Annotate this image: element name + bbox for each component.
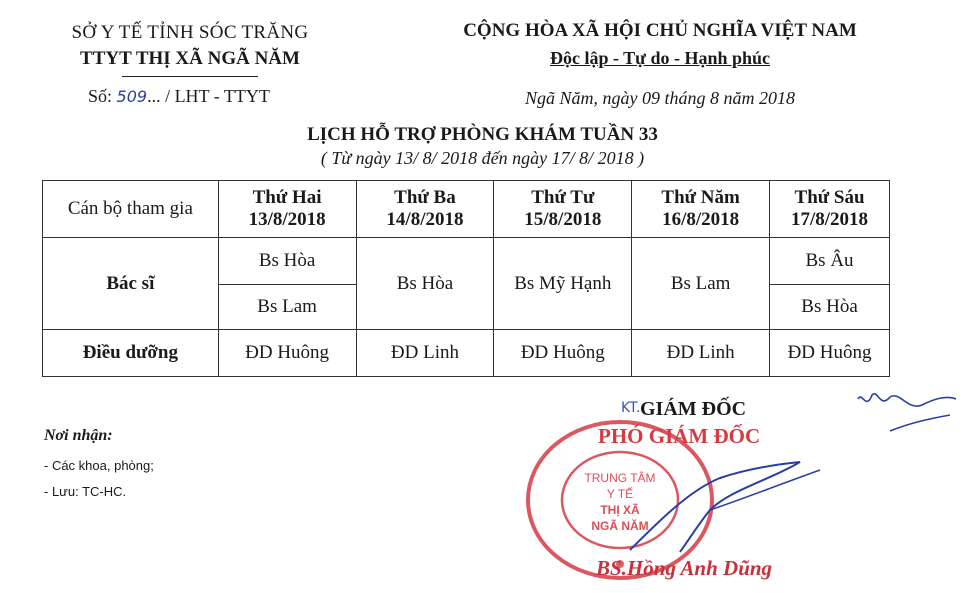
doc-number-value: 509 (116, 87, 148, 106)
signer-name: BS.Hồng Anh Dũng (596, 556, 773, 580)
table-cell: Bs Âu (770, 238, 890, 285)
table-cell: ĐD Huông (494, 330, 632, 377)
day-name: Thứ Sáu (794, 187, 865, 208)
day-date: 17/8/2018 (791, 209, 869, 230)
document-title: LỊCH HỖ TRỢ PHÒNG KHÁM TUẦN 33 (307, 124, 658, 145)
table-cell: Bs Lam (218, 285, 356, 330)
doctor-role-label: Bác sĩ (43, 238, 219, 330)
signer-subtitle: PHÓ GIÁM ĐỐC (598, 424, 761, 448)
day-name: Thứ Hai (252, 187, 322, 208)
stamp-line: THỊ XÃ (600, 503, 640, 517)
table-cell: Bs Hòa (770, 285, 890, 330)
stamp-line: TRUNG TÂM (584, 471, 656, 485)
table-cell: Bs Hòa (356, 238, 494, 330)
doc-number-label: Số: (88, 86, 113, 106)
day-name: Thứ Tư (531, 187, 595, 208)
motto-text: Độc lập - Tự do - Hạnh phúc (549, 48, 771, 68)
header-day (494, 181, 632, 238)
schedule-table (42, 180, 890, 377)
header-day (218, 181, 356, 238)
handwritten-signature (620, 440, 830, 560)
stamp-line: NGÃ NĂM (591, 519, 649, 533)
signer-title: GIÁM ĐỐC (640, 398, 747, 420)
initials-mark (850, 385, 960, 440)
table-cell: ĐD Huông (218, 330, 356, 377)
parent-org: SỞ Y TẾ TỈNH SÓC TRĂNG (71, 22, 309, 43)
table-cell: Bs Hòa (218, 238, 356, 285)
org-underline (122, 76, 258, 77)
header-day (632, 181, 770, 238)
table-header-row (43, 181, 890, 238)
recipient-item: - Lưu: TC-HC. (44, 484, 127, 499)
table-cell: Bs Mỹ Hạnh (494, 238, 632, 330)
recipients-title: Nơi nhận: (44, 427, 113, 444)
header-staff: Cán bộ tham gia (43, 181, 219, 238)
day-date: 14/8/2018 (386, 209, 464, 230)
doc-number-suffix: ... / LHT - TTYT (147, 86, 270, 106)
org-name: TTYT THỊ XÃ NGÃ NĂM (80, 48, 300, 69)
day-date: 15/8/2018 (524, 209, 602, 230)
header-day (356, 181, 494, 238)
table-cell: ĐD Huông (770, 330, 890, 377)
day-date: 13/8/2018 (248, 209, 326, 230)
nation-title: CỘNG HÒA XÃ HỘI CHỦ NGHĨA VIỆT NAM (463, 20, 857, 41)
place-date: Ngã Năm, ngày 09 tháng 8 năm 2018 (525, 88, 795, 108)
header-day (770, 181, 890, 238)
day-date: 16/8/2018 (662, 209, 740, 230)
stamp-line: Y TẾ (606, 487, 634, 501)
table-cell: ĐD Linh (632, 330, 770, 377)
recipient-item: - Các khoa, phòng; (44, 458, 154, 473)
motto (380, 48, 940, 69)
kt-prefix: KT. (621, 400, 641, 416)
doc-number (88, 86, 270, 107)
nurse-role-label: Điều dưỡng (43, 330, 219, 377)
table-row (43, 238, 890, 285)
document-subtitle: ( Từ ngày 13/ 8/ 2018 đến ngày 17/ 8/ 2018 ) (320, 148, 645, 168)
day-name: Thứ Ba (394, 187, 456, 208)
day-name: Thứ Năm (661, 187, 740, 208)
table-cell: ĐD Linh (356, 330, 494, 377)
table-row (43, 330, 890, 377)
table-cell: Bs Lam (632, 238, 770, 330)
